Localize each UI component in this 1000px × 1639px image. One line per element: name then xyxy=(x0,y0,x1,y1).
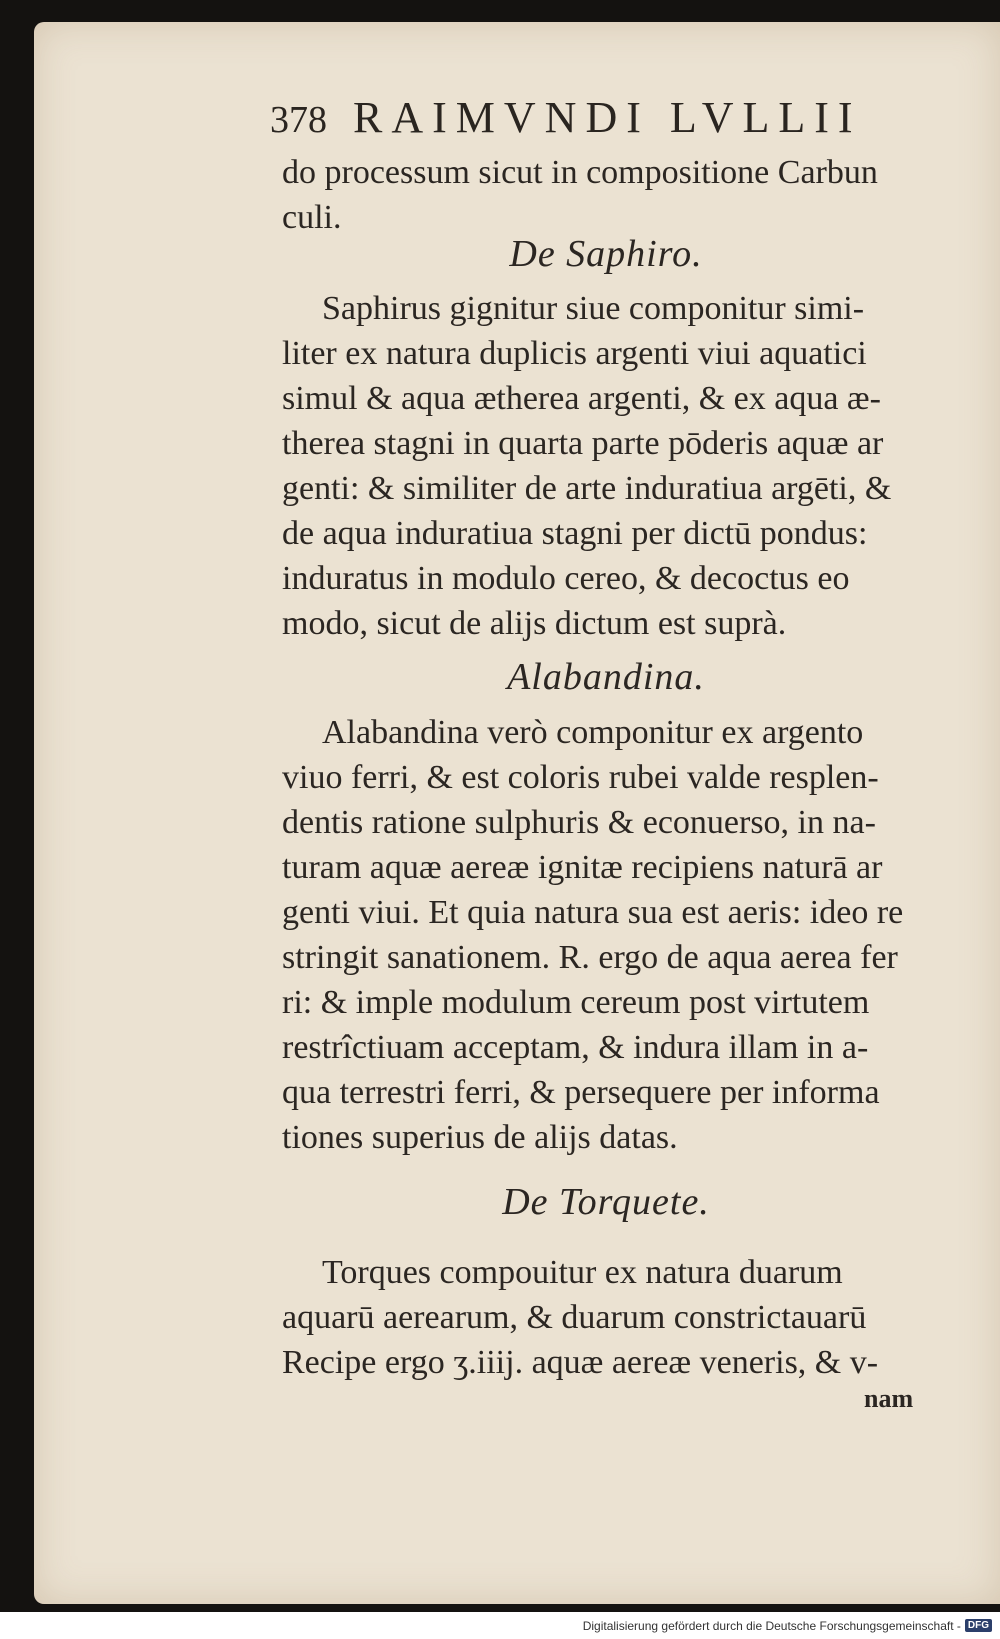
section-body-torquete xyxy=(282,1250,930,1385)
text-line: Saphirus gignitur siue componitur simi- xyxy=(322,290,865,327)
section-heading-torquete: De Torquete. xyxy=(502,1181,710,1223)
text-line: modo, sicut de alijs dictum est suprà. xyxy=(282,605,787,642)
text-line: do processum sicut in compositione Carbun xyxy=(282,154,878,191)
text-line: culi. xyxy=(282,199,342,236)
text-line: simul & aqua ætherea argenti, & ex aqua æ- xyxy=(282,380,881,417)
text-line: Alabandina verò componitur ex argento xyxy=(322,714,864,751)
running-title: RAIMVNDI LVLLII xyxy=(353,93,862,142)
dfg-logo: DFG xyxy=(965,1619,992,1632)
text-line: stringit sanationem. R. ergo de aqua aerea fer xyxy=(282,939,898,976)
text-line: Recipe ergo ʒ.iiij. aquæ aereæ veneris, & v- xyxy=(282,1344,879,1381)
text-line: induratus in modulo cereo, & decoctus eo xyxy=(282,560,850,597)
text-line: liter ex natura duplicis argenti viui aquatici xyxy=(282,335,867,372)
text-line: Torques compouitur ex natura duarum xyxy=(322,1254,843,1291)
text-line: therea stagni in quarta parte pōderis aquæ ar xyxy=(282,425,884,462)
text-line: restrîctiuam acceptam, & indura illam in a- xyxy=(282,1029,869,1066)
section-body-saphiro xyxy=(282,286,930,646)
text-line: tiones superius de alijs datas. xyxy=(282,1119,678,1156)
text-line: dentis ratione sulphuris & econuerso, in na- xyxy=(282,804,876,841)
digitization-footer xyxy=(0,1612,1000,1639)
section-heading-saphiro: De Saphiro. xyxy=(509,233,703,275)
catchword: nam xyxy=(864,1384,914,1413)
section-heading-alabandina: Alabandina. xyxy=(507,656,705,698)
text-line: ri: & imple modulum cereum post virtutem xyxy=(282,984,870,1021)
section-body-alabandina xyxy=(282,710,930,1160)
funding-credit: Digitalisierung gefördert durch die Deutsche Forschungsgemeinschaft - xyxy=(582,1618,961,1633)
text-line: turam aquæ aereæ ignitæ recipiens naturā ar xyxy=(282,849,883,886)
text-line: qua terrestri ferri, & persequere per informa xyxy=(282,1074,880,1111)
text-line: de aqua induratiua stagni per dictū pondus: xyxy=(282,515,868,552)
text-line: genti viui. Et quia natura sua est aeris: ideo re xyxy=(282,894,904,931)
page-number: 378 xyxy=(270,99,327,141)
text-line: genti: & similiter de arte induratiua argēti, & xyxy=(282,470,892,507)
text-line: aquarū aerearum, & duarum constrictauarū xyxy=(282,1299,867,1336)
running-head xyxy=(270,92,910,152)
intro-text xyxy=(282,150,930,240)
text-line: viuo ferri, & est coloris rubei valde resplen- xyxy=(282,759,879,796)
